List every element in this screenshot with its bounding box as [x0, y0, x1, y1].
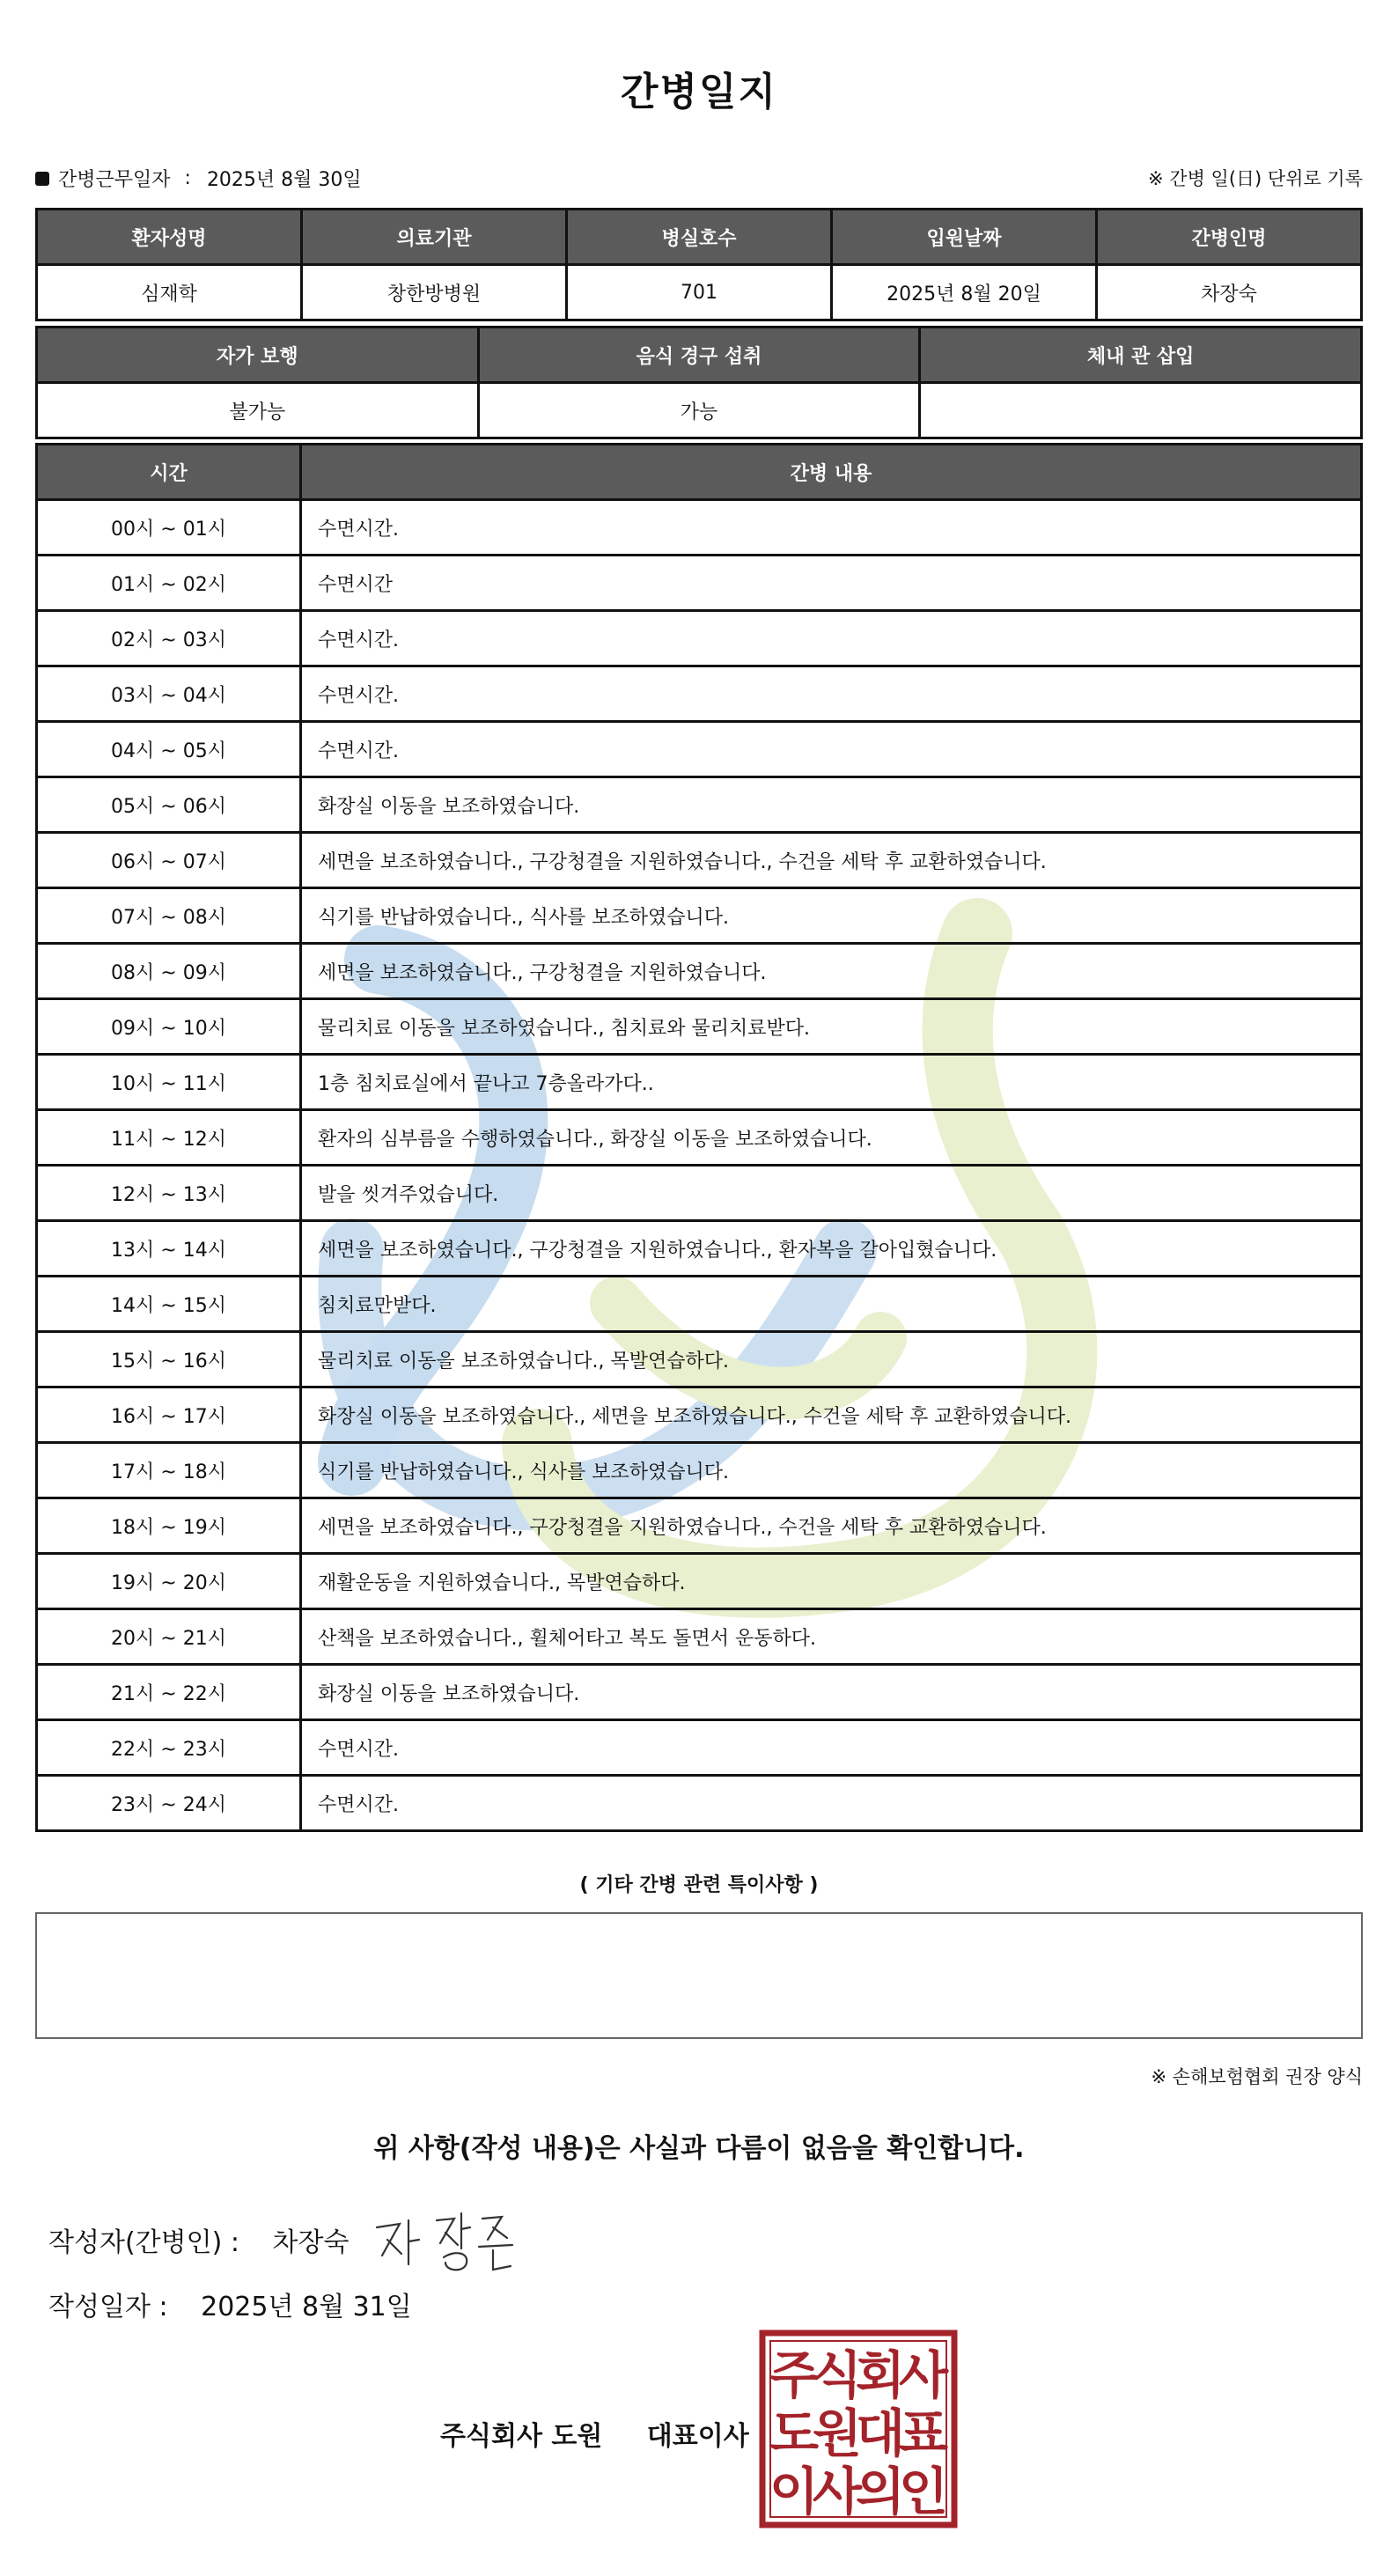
notes-title: ( 기타 간병 관련 특이사항 ) — [579, 1874, 819, 1896]
patient-info-table — [35, 208, 1363, 321]
care-content-cell: 물리치료 이동을 보조하였습니다., 침치료와 물리치료받다. — [301, 999, 1362, 1055]
time-cell: 13시 ~ 14시 — [37, 1221, 301, 1277]
header-self-walking: 자가 보행 — [37, 328, 479, 383]
table-row — [37, 1110, 1362, 1166]
seal-character: 주 — [769, 2345, 820, 2405]
time-cell: 01시 ~ 02시 — [37, 556, 301, 611]
seal-character: 사 — [812, 2462, 863, 2521]
table-row — [37, 1387, 1362, 1443]
table-row — [37, 833, 1362, 888]
admission-date: 2025년 8월 20일 — [832, 265, 1097, 320]
table-row — [37, 944, 1362, 999]
time-cell: 00시 ~ 01시 — [37, 500, 301, 556]
seal-character: 이 — [769, 2462, 820, 2521]
care-content-cell: 침치료만받다. — [301, 1277, 1362, 1332]
square-bullet-icon — [35, 172, 49, 186]
work-date-label: 간병근무일자 — [58, 169, 171, 191]
time-cell: 02시 ~ 03시 — [37, 611, 301, 666]
care-content-cell: 발을 씻겨주었습니다. — [301, 1166, 1362, 1221]
room-number: 701 — [567, 265, 832, 320]
table-row — [37, 1498, 1362, 1554]
time-cell: 23시 ~ 24시 — [37, 1776, 301, 1831]
seal-character: 인 — [898, 2462, 949, 2521]
care-content-cell: 식기를 반납하였습니다., 식사를 보조하였습니다. — [301, 1443, 1362, 1498]
header-care-content: 간병 내용 — [301, 445, 1362, 500]
table-row — [37, 722, 1362, 777]
table-row — [37, 556, 1362, 611]
care-content-cell: 식기를 반납하였습니다., 식사를 보조하였습니다. — [301, 888, 1362, 944]
table-row — [37, 1443, 1362, 1498]
time-cell: 05시 ~ 06시 — [37, 777, 301, 833]
representative-title: 대표이사 — [646, 2421, 749, 2452]
table-row — [37, 383, 1362, 438]
recommend-note: ※ 손해보험협회 권장 양식 — [1151, 2066, 1363, 2087]
care-log-table — [35, 443, 1363, 1832]
caregiver-name: 차장숙 — [1097, 265, 1362, 320]
time-cell: 14시 ~ 15시 — [37, 1277, 301, 1332]
table-row — [37, 1221, 1362, 1277]
table-row — [37, 611, 1362, 666]
notes-box — [35, 1912, 1363, 2039]
care-content-cell: 물리치료 이동을 보조하였습니다., 목발연습하다. — [301, 1332, 1362, 1387]
header-caregiver: 간병인명 — [1097, 210, 1362, 265]
care-content-cell: 수면시간. — [301, 722, 1362, 777]
care-content-cell: 환자의 심부름을 수행하였습니다., 화장실 이동을 보조하였습니다. — [301, 1110, 1362, 1166]
seal-character: 표 — [898, 2403, 949, 2463]
time-cell: 12시 ~ 13시 — [37, 1166, 301, 1221]
time-cell: 16시 ~ 17시 — [37, 1387, 301, 1443]
time-cell: 09시 ~ 10시 — [37, 999, 301, 1055]
care-content-cell: 1층 침치료실에서 끝나고 7층올라가다.. — [301, 1055, 1362, 1110]
writer-name: 차장숙 — [272, 2227, 350, 2258]
time-cell: 08시 ~ 09시 — [37, 944, 301, 999]
time-cell: 04시 ~ 05시 — [37, 722, 301, 777]
writer-label: 작성자(간병인) : — [48, 2227, 239, 2258]
time-cell: 07시 ~ 08시 — [37, 888, 301, 944]
care-content-cell: 세면을 보조하였습니다., 구강청결을 지원하였습니다., 수건을 세탁 후 교환하였습니다. — [301, 1498, 1362, 1554]
unit-note: ※ 간병 일(日) 단위로 기록 — [1148, 168, 1363, 189]
table-row — [37, 1720, 1362, 1776]
write-date-value: 2025년 8월 31일 — [201, 2292, 412, 2322]
seal-character: 회 — [855, 2345, 906, 2405]
table-row — [37, 1665, 1362, 1720]
care-content-cell: 세면을 보조하였습니다., 구강청결을 지원하였습니다., 수건을 세탁 후 교환하였습니다. — [301, 833, 1362, 888]
care-content-cell: 재활운동을 지원하였습니다., 목발연습하다. — [301, 1554, 1362, 1609]
table-row — [37, 1332, 1362, 1387]
seal-character: 식 — [812, 2345, 863, 2405]
table-row — [37, 1554, 1362, 1609]
care-content-cell: 수면시간. — [301, 611, 1362, 666]
time-cell: 15시 ~ 16시 — [37, 1332, 301, 1387]
care-content-cell: 화장실 이동을 보조하였습니다. — [301, 777, 1362, 833]
table-row — [37, 1609, 1362, 1665]
time-cell: 11시 ~ 12시 — [37, 1110, 301, 1166]
header-time: 시간 — [37, 445, 301, 500]
tube-insertion-value — [920, 383, 1362, 438]
table-header-row — [37, 328, 1362, 383]
time-cell: 18시 ~ 19시 — [37, 1498, 301, 1554]
care-content-cell: 화장실 이동을 보조하였습니다., 세면을 보조하였습니다., 수건을 세탁 후 교환하였습니다. — [301, 1387, 1362, 1443]
header-hospital: 의료기관 — [302, 210, 567, 265]
seal-character: 원 — [812, 2403, 863, 2463]
table-row — [37, 1776, 1362, 1831]
hospital-name: 창한방병원 — [302, 265, 567, 320]
table-row — [37, 888, 1362, 944]
care-content-cell: 세면을 보조하였습니다., 구강청결을 지원하였습니다. — [301, 944, 1362, 999]
table-row — [37, 1055, 1362, 1110]
document-title: 간병일지 — [620, 70, 777, 114]
work-date-line — [35, 165, 362, 192]
care-content-cell: 화장실 이동을 보조하였습니다. — [301, 1665, 1362, 1720]
table-row — [37, 1277, 1362, 1332]
header-patient-name: 환자성명 — [37, 210, 302, 265]
time-cell: 21시 ~ 22시 — [37, 1665, 301, 1720]
care-content-cell: 수면시간. — [301, 666, 1362, 722]
care-content-cell: 수면시간. — [301, 1776, 1362, 1831]
seal-character: 사 — [898, 2345, 949, 2405]
write-date-label: 작성일자 : — [48, 2292, 168, 2322]
seal-character: 도 — [769, 2403, 820, 2463]
time-cell: 03시 ~ 04시 — [37, 666, 301, 722]
table-row — [37, 777, 1362, 833]
patient-status-table — [35, 326, 1363, 439]
time-cell: 19시 ~ 20시 — [37, 1554, 301, 1609]
care-log-body — [37, 500, 1362, 1831]
table-row — [37, 999, 1362, 1055]
table-header-row — [37, 210, 1362, 265]
writer-line — [48, 2220, 349, 2259]
work-date-colon: : — [184, 167, 191, 189]
work-date-value: 2025년 8월 30일 — [206, 169, 362, 191]
table-header-row — [37, 445, 1362, 500]
time-cell: 22시 ~ 23시 — [37, 1720, 301, 1776]
seal-character: 의 — [855, 2462, 906, 2521]
handwritten-signature — [370, 2201, 519, 2280]
company-seal — [759, 2329, 958, 2528]
time-cell: 20시 ~ 21시 — [37, 1609, 301, 1665]
table-row — [37, 265, 1362, 320]
oral-intake-value: 가능 — [478, 383, 920, 438]
care-content-cell: 세면을 보조하였습니다., 구강청결을 지원하였습니다., 환자복을 갈아입혔습니다. — [301, 1221, 1362, 1277]
time-cell: 10시 ~ 11시 — [37, 1055, 301, 1110]
table-row — [37, 666, 1362, 722]
time-cell: 06시 ~ 07시 — [37, 833, 301, 888]
header-oral-intake: 음식 경구 섭취 — [478, 328, 920, 383]
table-row — [37, 1166, 1362, 1221]
company-line — [440, 2414, 749, 2453]
table-row — [37, 500, 1362, 556]
seal-character: 대 — [855, 2403, 906, 2463]
care-content-cell: 수면시간 — [301, 556, 1362, 611]
company-name: 주식회사 도원 — [440, 2421, 603, 2452]
header-room: 병실호수 — [567, 210, 832, 265]
care-content-cell: 수면시간. — [301, 1720, 1362, 1776]
write-date-line — [48, 2285, 412, 2323]
header-tube-insertion: 체내 관 삽입 — [920, 328, 1362, 383]
care-content-cell: 산책을 보조하였습니다., 휠체어타고 복도 돌면서 운동하다. — [301, 1609, 1362, 1665]
care-content-cell: 수면시간. — [301, 500, 1362, 556]
header-admission-date: 입원날짜 — [832, 210, 1097, 265]
patient-name: 심재학 — [37, 265, 302, 320]
confirmation-statement: 위 사항(작성 내용)은 사실과 다름이 없음을 확인합니다. — [373, 2133, 1025, 2164]
time-cell: 17시 ~ 18시 — [37, 1443, 301, 1498]
self-walking-value: 불가능 — [37, 383, 479, 438]
